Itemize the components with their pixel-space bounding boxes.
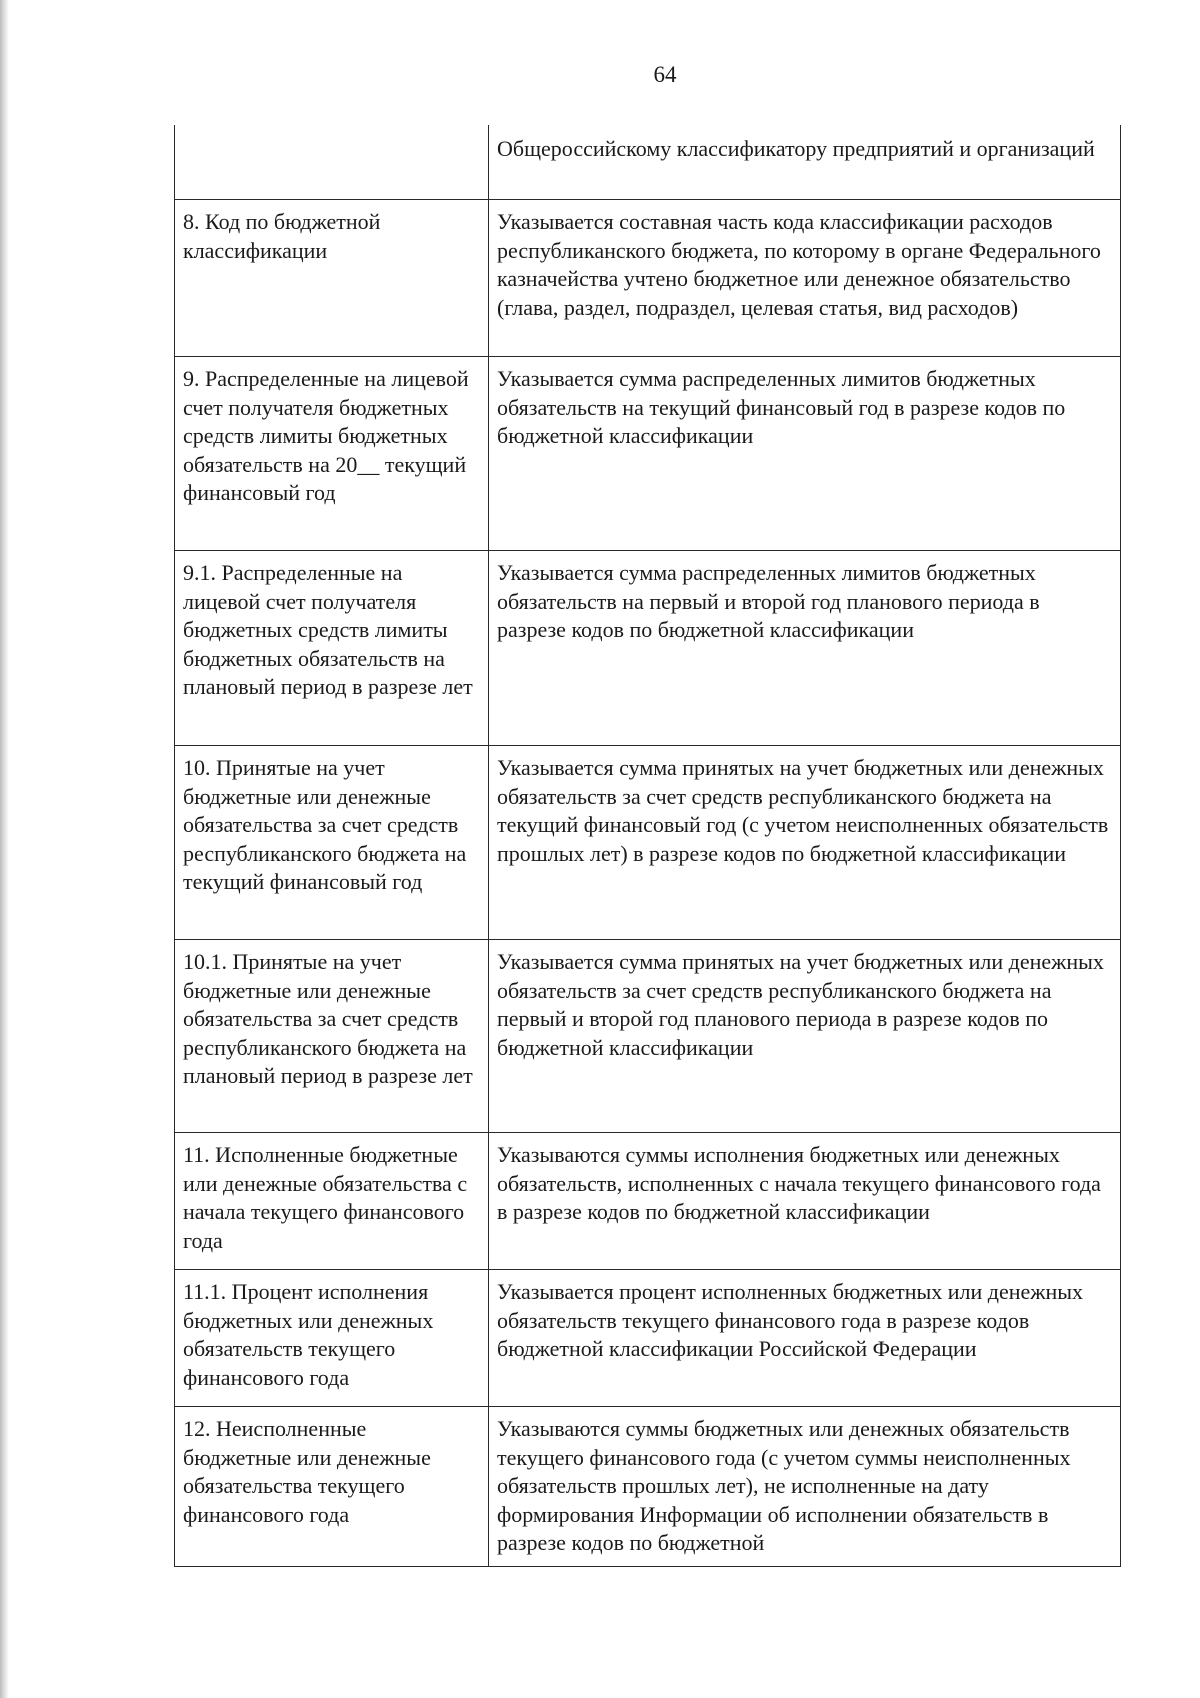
field-name-cell xyxy=(175,125,489,200)
field-description-cell: Указывается сумма принятых на учет бюджетных или денежных обязательств за счет средств республиканского бюджета на текущий финансовый год (с учетом неисполненных обязательств прошлых лет) в разрезе кодов по бюджетной классификации xyxy=(489,746,1121,940)
field-description-cell: Общероссийскому классификатору предприятий и организаций xyxy=(489,125,1121,200)
field-name-cell: 10.1. Принятые на учет бюджетные или денежные обязательства за счет средств республиканского бюджета на плановый период в разрезе лет xyxy=(175,940,489,1133)
page-number: 64 xyxy=(653,62,677,87)
field-description-cell: Указывается сумма принятых на учет бюджетных или денежных обязательств за счет средств республиканского бюджета на первый и второй год планового периода в разрезе кодов по бюджетной классификации xyxy=(489,940,1121,1133)
field-description-cell: Указываются суммы бюджетных или денежных обязательств текущего финансового года (с учетом суммы неисполненных обязательств прошлых лет), не исполненные на дату формирования Информации об исполнении обязательств в разрезе кодов по бюджетной xyxy=(489,1407,1121,1567)
field-name-cell: 10. Принятые на учет бюджетные или денежные обязательства за счет средств республиканского бюджета на текущий финансовый год xyxy=(175,746,489,940)
field-name-cell: 12. Неисполненные бюджетные или денежные обязательства текущего финансового года xyxy=(175,1407,489,1567)
field-name-cell: 11.1. Процент исполнения бюджетных или денежных обязательств текущего финансового года xyxy=(175,1270,489,1407)
field-name-cell: 9.1. Распределенные на лицевой счет получателя бюджетных средств лимиты бюджетных обязательств на плановый период в разрезе лет xyxy=(175,551,489,746)
field-description-cell: Указывается процент исполненных бюджетных или денежных обязательств текущего финансового года в разрезе кодов бюджетной классификации Российской Федерации xyxy=(489,1270,1121,1407)
scan-edge-shadow xyxy=(0,0,9,1698)
table-row xyxy=(175,357,1121,551)
table-row xyxy=(175,200,1121,357)
field-description-cell: Указывается сумма распределенных лимитов бюджетных обязательств на первый и второй год планового периода в разрезе кодов по бюджетной классификации xyxy=(489,551,1121,746)
table-row xyxy=(175,1133,1121,1270)
field-name-cell: 8. Код по бюджетной классификации xyxy=(175,200,489,357)
table-row xyxy=(175,551,1121,746)
table-row xyxy=(175,1270,1121,1407)
field-description-cell: Указываются суммы исполнения бюджетных или денежных обязательств, исполненных с начала текущего финансового года в разрезе кодов по бюджетной классификации xyxy=(489,1133,1121,1270)
field-name-cell: 9. Распределенные на лицевой счет получателя бюджетных средств лимиты бюджетных обязательств на 20__ текущий финансовый год xyxy=(175,357,489,551)
table-row xyxy=(175,1407,1121,1567)
field-description-cell: Указывается сумма распределенных лимитов бюджетных обязательств на текущий финансовый год в разрезе кодов по бюджетной классификации xyxy=(489,357,1121,551)
table-row xyxy=(175,746,1121,940)
fields-description-table xyxy=(174,125,1121,1567)
field-name-cell: 11. Исполненные бюджетные или денежные обязательства с начала текущего финансового года xyxy=(175,1133,489,1270)
table-row xyxy=(175,940,1121,1133)
field-description-cell: Указывается составная часть кода классификации расходов республиканского бюджета, по которому в органе Федерального казначейства учтено бюджетное или денежное обязательство (глава, раздел, подраздел, целевая статья, вид расходов) xyxy=(489,200,1121,357)
table-row-continuation xyxy=(175,125,1121,200)
